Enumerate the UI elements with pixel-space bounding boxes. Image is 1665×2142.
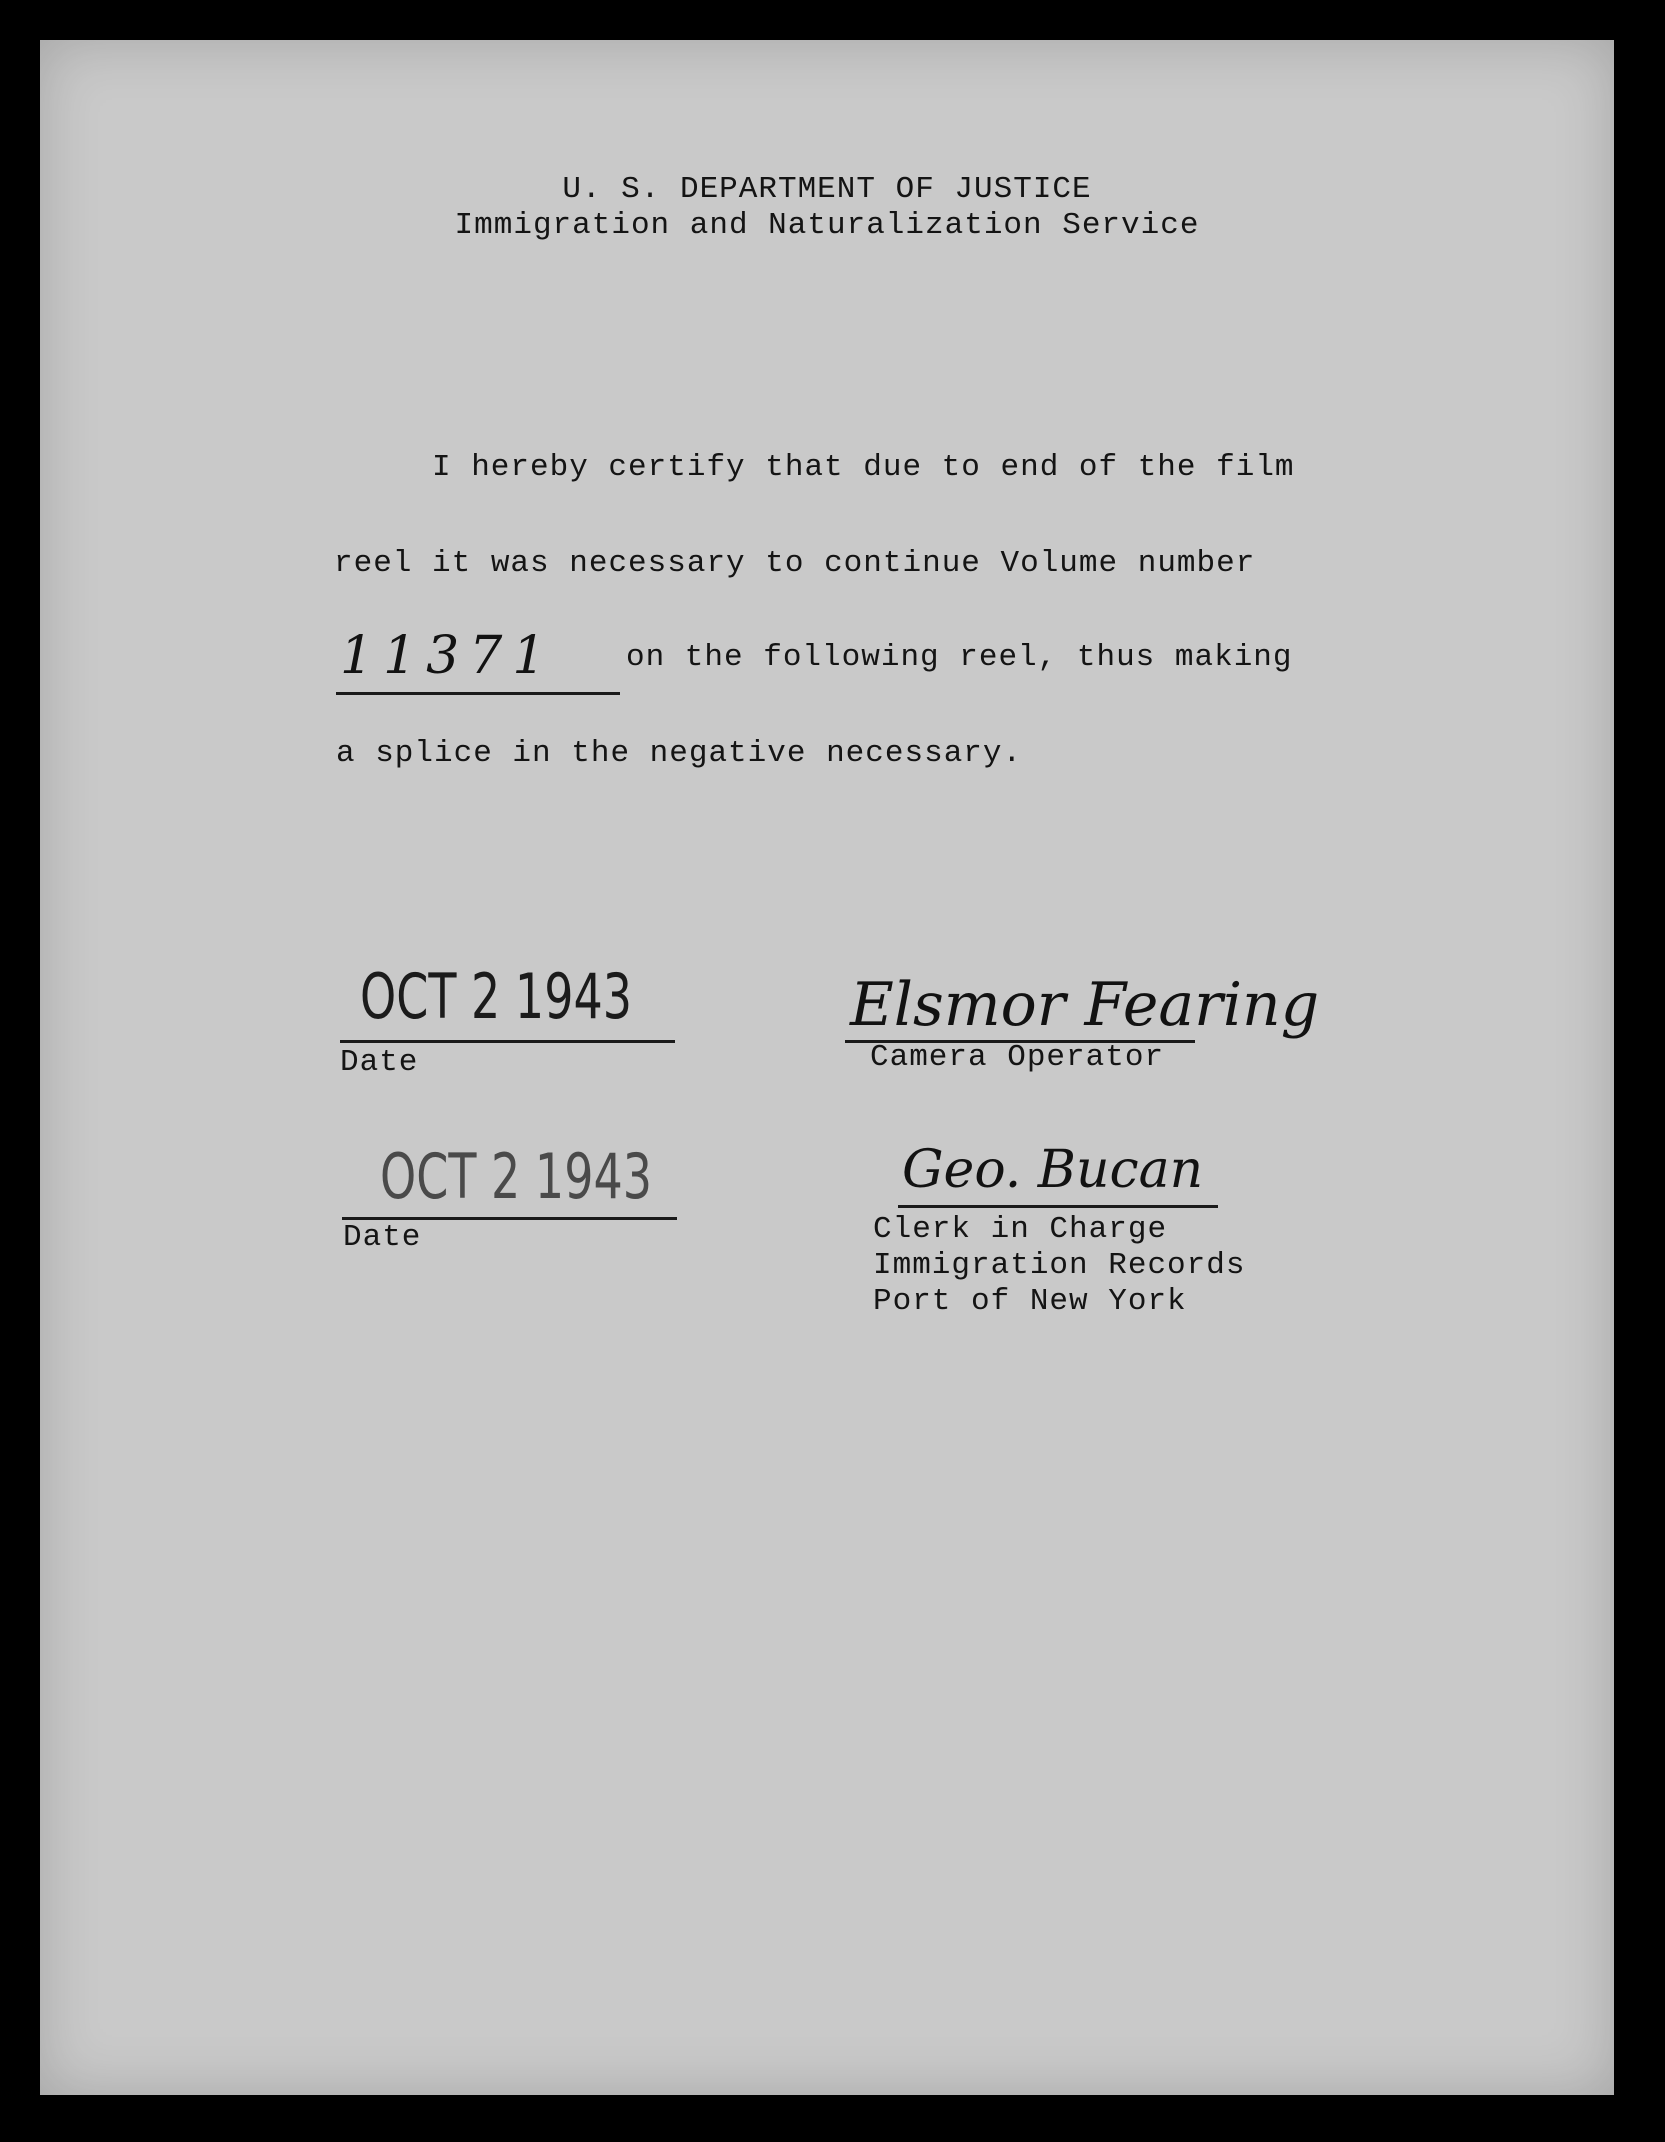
- service-heading: Immigration and Naturalization Service: [454, 208, 1200, 243]
- date-stamp-2: OCT 2 1943: [380, 1140, 653, 1213]
- date-stamp-1: OCT 2 1943: [360, 960, 633, 1033]
- date-line-1: [340, 1040, 675, 1043]
- camera-operator-label: Camera Operator: [870, 1040, 1165, 1075]
- camera-operator-signature: Elsmor Fearing: [850, 970, 1320, 1040]
- date-label-1: Date: [340, 1045, 419, 1080]
- document-page: [40, 40, 1614, 2095]
- certification-line-2: reel it was necessary to continue Volume number: [334, 546, 1256, 581]
- certification-line-4: a splice in the negative necessary.: [336, 736, 1023, 771]
- clerk-signature: Geo. Bucan: [902, 1140, 1204, 1200]
- volume-number-handwritten: 11371: [340, 626, 556, 686]
- certification-line-3: on the following reel, thus making: [626, 640, 1293, 675]
- department-heading: U. S. DEPARTMENT OF JUSTICE: [562, 172, 1092, 207]
- clerk-label-3: Port of New York: [873, 1284, 1187, 1319]
- certification-line-1: I hereby certify that due to end of the film: [432, 450, 1295, 485]
- clerk-label-1: Clerk in Charge: [873, 1212, 1168, 1247]
- date-label-2: Date: [343, 1220, 422, 1255]
- clerk-label-2: Immigration Records: [873, 1248, 1246, 1283]
- volume-number-underline: [336, 692, 620, 695]
- clerk-signature-line: [898, 1205, 1218, 1208]
